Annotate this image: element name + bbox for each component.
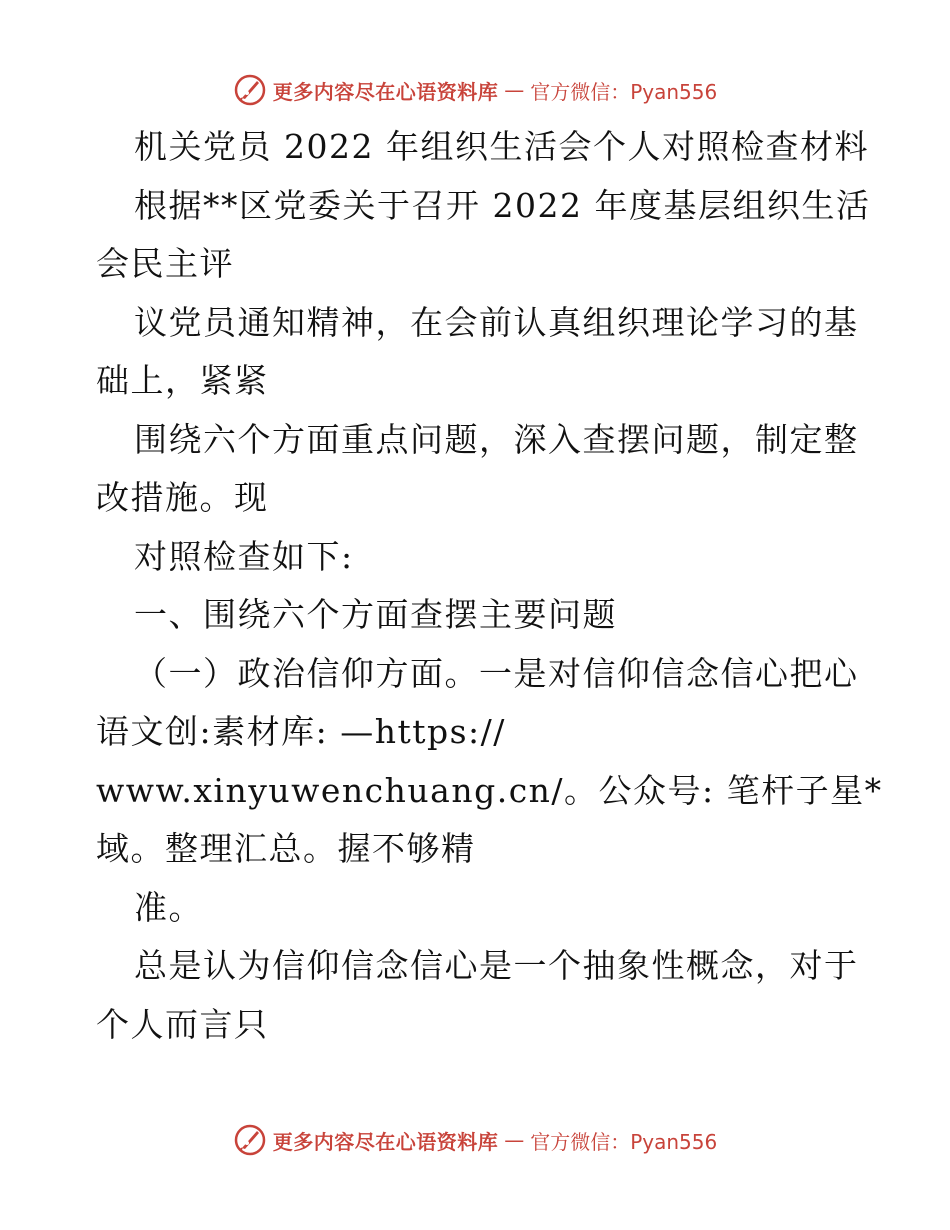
quill-seal-logo-icon (233, 1123, 267, 1157)
text-line: 议党员通知精神，在会前认真组织理论学习的基 (134, 302, 859, 342)
banner-wechat: 官方微信：Pyan556 (530, 1129, 718, 1154)
text-line: 根据**区党委关于召开 2022 年度基层组织生活 (134, 185, 871, 225)
text-line: 个人而言只 (96, 1004, 269, 1044)
banner-wechat: 官方微信：Pyan556 (530, 79, 718, 104)
banner-dash: — (504, 78, 525, 102)
text-line: 础上，紧紧 (96, 361, 269, 400)
text-line: 总是认为信仰信念信心是一个抽象性概念，对于 (134, 946, 859, 985)
quill-seal-logo-icon (233, 73, 267, 107)
text-line: 改措施。现 (96, 478, 269, 517)
text-line: 会民主评 (96, 244, 234, 283)
banner-slogan: 更多内容尽在心语资料库 (272, 79, 499, 104)
text-line: 一、围绕六个方面查摆主要问题 (134, 595, 617, 634)
document-body (96, 118, 883, 1054)
banner-slogan: 更多内容尽在心语资料库 (272, 1129, 499, 1154)
text-line: 域。整理汇总。握不够精 (96, 829, 476, 868)
footer-banner (0, 1122, 950, 1158)
text-line: 围绕六个方面重点问题，深入查摆问题，制定整 (134, 419, 859, 459)
text-line: （一）政治信仰方面。一是对信仰信念信心把心 (134, 653, 859, 693)
banner-dash: — (504, 1128, 525, 1152)
header-banner (0, 72, 950, 108)
text-line: 机关党员 2022 年组织生活会个人对照检查材料 (134, 127, 869, 166)
text-line: 对照检查如下: (134, 536, 354, 576)
text-line: www.xinyuwenchuang.cn/。公众号: 笔杆子星* (96, 770, 883, 810)
text-line: 语文创:素材库: —https:// (96, 712, 506, 751)
text-line: 准。 (134, 887, 203, 927)
